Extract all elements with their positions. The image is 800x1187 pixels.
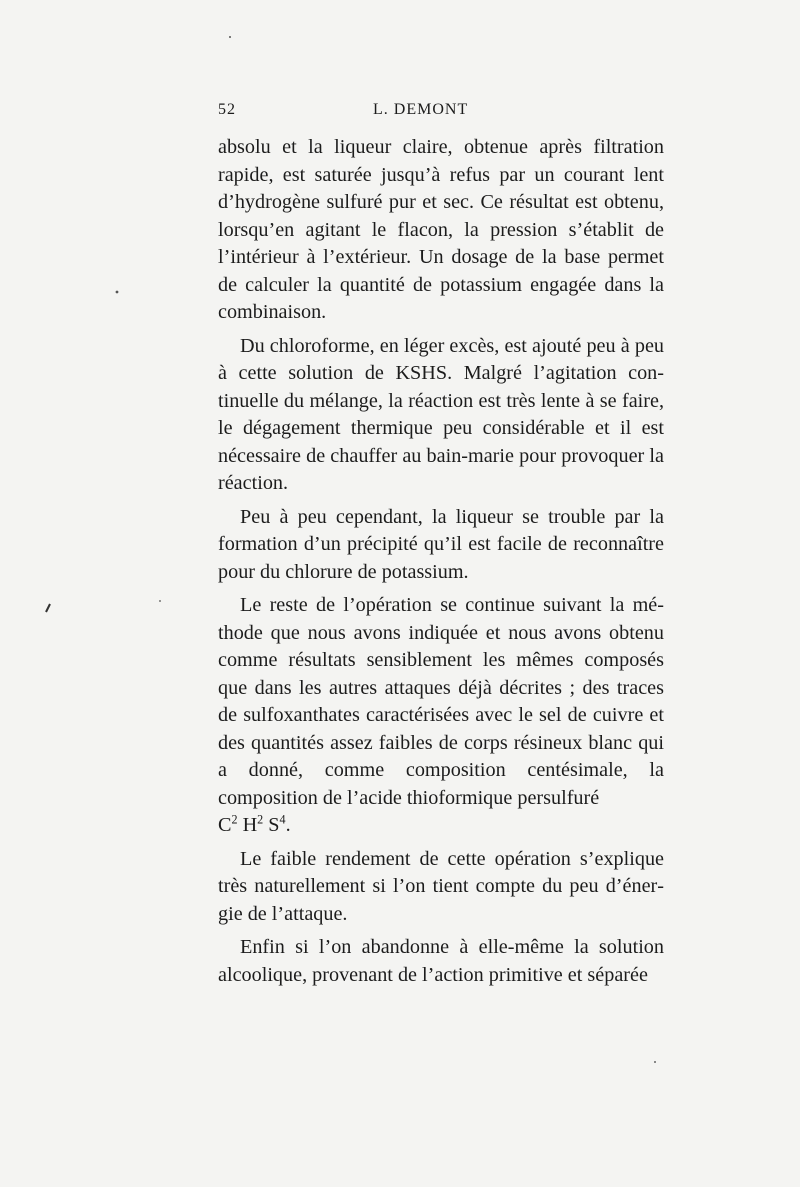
page-header: [218, 101, 664, 125]
paragraph-4-text: Le reste de l’opération se continue suivant la méthode que nous avons indiquée et nous avons obtenu comme résultats sensiblement les mêmes composés que dans les autres attaques déjà décrites ; des traces de sulfoxanthates caractérisées avec le sel de cuivre et des quantités assez faibles de corps résineux blanc qui a donné, comme composition centésimale, la composition de l’acide thioformique persulfuré: [218, 594, 664, 809]
paragraph-5: Le faible rendement de cette opération s’explique très naturellement si l’on tient compte du peu d’énergie de l’attaque.: [218, 847, 664, 925]
paragraph-1: absolu et la liqueur claire, obtenue après filtration rapide, est saturée jusqu’à refus par un courant lent d’hydrogène sulfuré pur et sec. Ce résultat est obtenu, lorsqu’en agitant le flacon, la pression s’établit de l’intérieur à l’extérieur. Un dosage de la base permet de calculer la quantité de potassium engagée dans la combinaison.: [218, 136, 664, 323]
paragraph-2: Du chloroforme, en léger excès, est ajouté peu à peu à cette solution de KSHS. Malgré l’agitation continuelle du mélange, la réaction est très lente à se faire, le dégagement thermique peu considérable et il est nécessaire de chauffer au bain-marie pour provoquer la réaction.: [218, 334, 664, 494]
body-text: [218, 134, 664, 995]
paragraph-4: [218, 592, 664, 840]
page-number: 52: [218, 101, 236, 118]
running-title: L. DEMONT: [373, 101, 469, 118]
paragraph-3: Peu à peu cependant, la liqueur se trouble par la formation d’un précipité qu’il est facile de reconnaître pour du chlorure de potassium.: [218, 505, 664, 583]
chemical-formula: $C^2$ $H^2$ $S^4$.: [218, 812, 291, 836]
paragraph-6: Enfin si l’on abandonne à elle-même la solution alcoolique, provenant de l’action primitive et séparée: [218, 936, 664, 986]
